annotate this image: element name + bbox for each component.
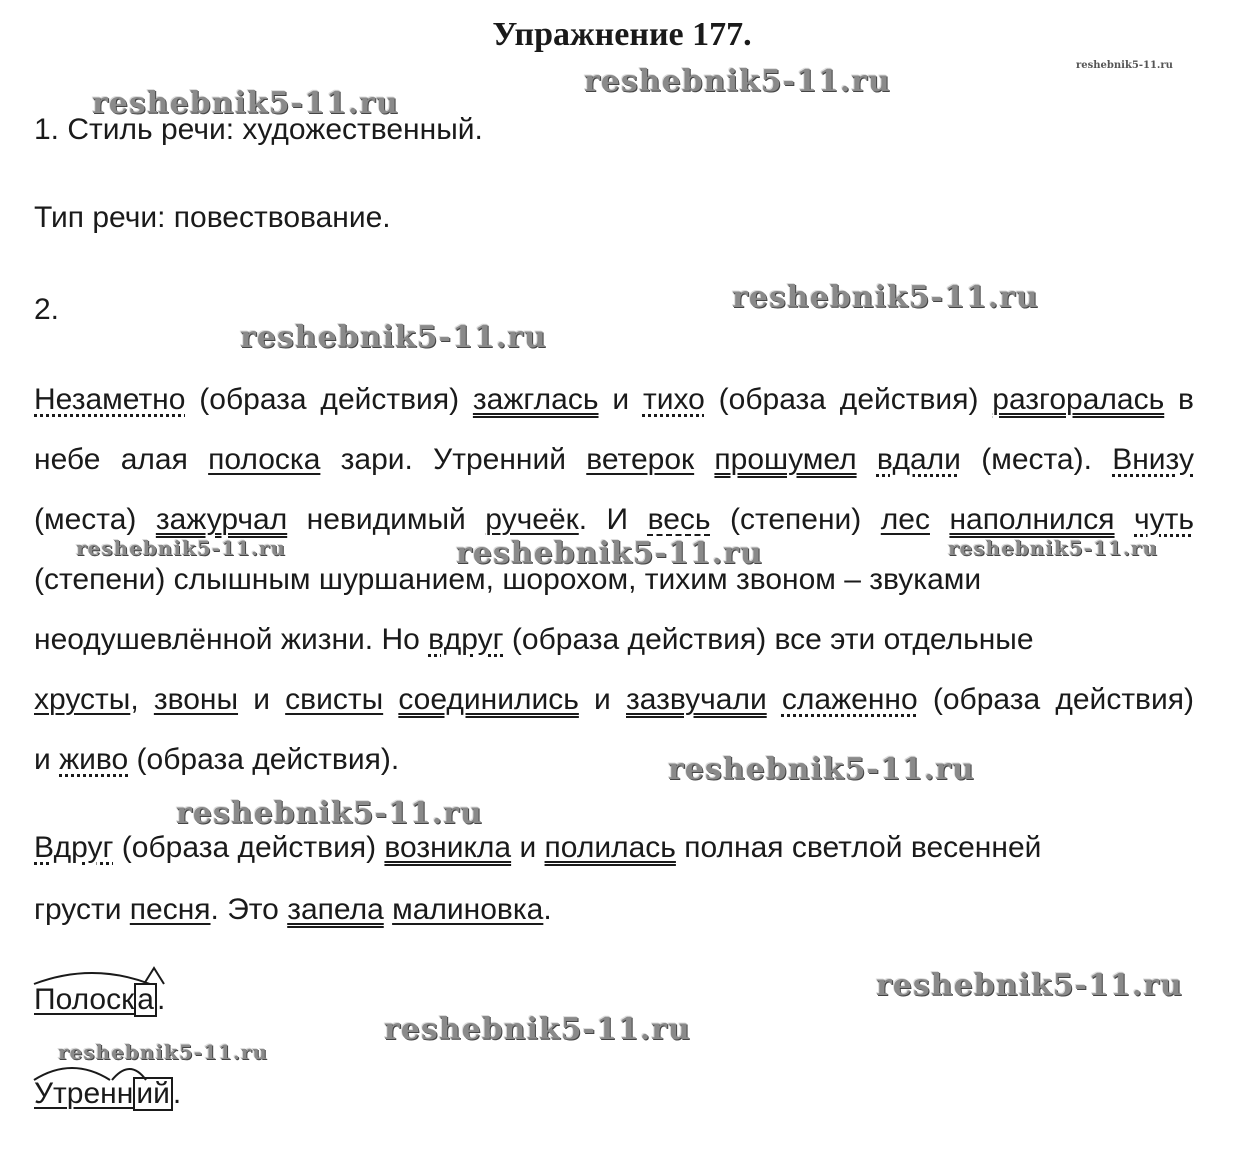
ending-box: ий [133,1077,173,1111]
text-line-8: Вдруг (образа действия) возникла и полилась полная светлой весенней [34,831,1042,864]
speech-type: Тип речи: повествование. [34,201,391,234]
exercise-title: Упражнение 177. [492,16,752,53]
watermark: reshebnik5-11.ru [76,536,286,560]
text-line-7: и живо (образа действия). [34,743,400,776]
morpheme-stem-2: Утренн [34,1076,133,1112]
watermark: reshebnik5-11.ru [732,280,1039,315]
root-arc-mark [32,966,172,986]
text-line-6: хрусты, звоны и свисты соединились и зазвучали слаженно (образа действия) [34,683,1194,716]
watermark: reshebnik5-11.ru [668,752,975,787]
text-line-5: неодушевлённой жизни. Но вдруг (образа действия) все эти отдельные [34,623,1034,656]
watermark: reshebnik5-11.ru [92,86,399,121]
watermark: reshebnik5-11.ru [384,1012,691,1047]
morpheme-word-1: Полоск а . [34,982,165,1018]
watermark: reshebnik5-11.ru [58,1040,268,1064]
task2-label: 2. [34,293,60,326]
text-line-1: Незаметно (образа действия) зажглась и тихо (образа действия) разгоралась в [34,383,1194,416]
text-line-2: небе алая полоска зари. Утренний ветерок прошумел вдали (места). Внизу [34,443,1194,476]
speech-style: 1. Стиль речи: художественный. [34,113,483,146]
watermark: reshebnik5-11.ru [948,536,1158,560]
morpheme-stem-1: Полоск [34,982,134,1018]
watermark: reshebnik5-11.ru [584,64,891,99]
ending-box: а [134,983,157,1017]
text-line-3: (места) зажурчал невидимый ручеёк. И весь (степени) лес наполнился чуть [34,503,1195,536]
watermark: reshebnik5-11.ru [456,536,763,571]
text-line-4: (степени) слышным шуршанием, шорохом, тихим звоном – звуками [34,563,982,596]
watermark: reshebnik5-11.ru [1076,60,1173,71]
watermark: reshebnik5-11.ru [876,968,1183,1003]
morpheme-word-2: Утренн ий . [34,1076,181,1112]
text-line-9: грусти песня. Это запела малиновка. [34,893,552,926]
watermark: reshebnik5-11.ru [176,796,483,831]
watermark: reshebnik5-11.ru [240,320,547,355]
